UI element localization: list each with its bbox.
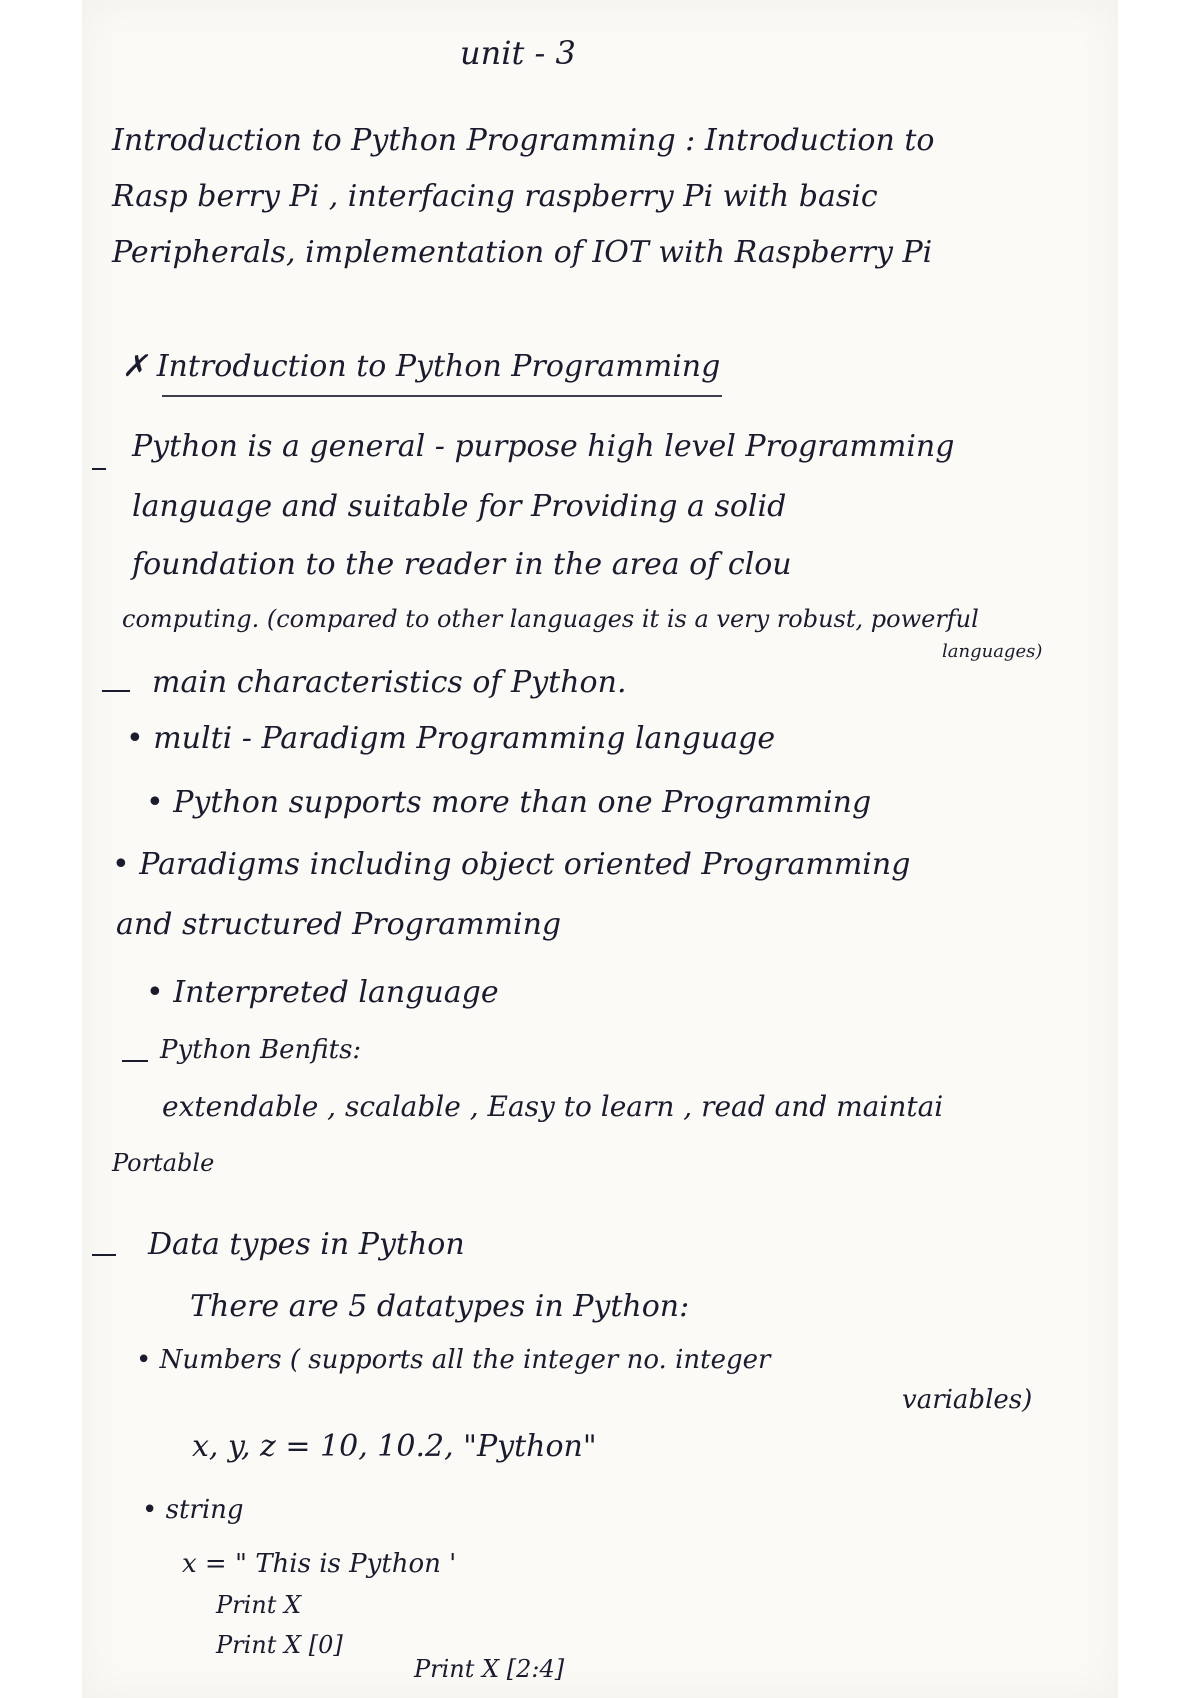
- body-line-3: foundation to the reader in the area of clou: [132, 547, 792, 582]
- body-line-5: languages): [942, 641, 1043, 662]
- string-label: • string: [142, 1495, 244, 1525]
- notebook-page: [82, 0, 1118, 1698]
- string-code-1: x = " This is Python ': [182, 1549, 457, 1579]
- syllabus-line-2: Rasp berry Pi , interfacing raspberry Pi with basic: [112, 179, 878, 214]
- body-line-2: language and suitable for Providing a solid: [132, 489, 787, 524]
- star-bullet-icon: ✗: [122, 349, 157, 384]
- datatypes-intro: There are 5 datatypes in Python:: [190, 1289, 690, 1324]
- dash-mark: [102, 690, 130, 692]
- bullet-icon: •: [146, 785, 174, 820]
- benefits-line-1: extendable , scalable , Easy to learn , read and maintai: [162, 1090, 944, 1123]
- bullet-icon: •: [142, 1495, 166, 1525]
- string-code-4: Print X [2:4]: [414, 1655, 565, 1683]
- body-line-1: Python is a general - purpose high level Programming: [132, 429, 955, 464]
- numbers-example: x, y, z = 10, 10.2, "Python": [192, 1429, 597, 1464]
- dash-mark: [92, 1254, 116, 1256]
- characteristics-heading: main characteristics of Python.: [152, 665, 627, 700]
- dash-mark: [92, 468, 106, 470]
- syllabus-line-1: Introduction to Python Programming : Introduction to: [112, 123, 935, 158]
- bullet-icon: •: [112, 847, 140, 882]
- characteristic-2: • Python supports more than one Programming: [146, 785, 872, 820]
- characteristic-3: • Paradigms including object oriented Programming: [112, 847, 911, 882]
- string-code-3: Print X [0]: [216, 1631, 343, 1659]
- characteristic-5: • Interpreted language: [146, 975, 499, 1010]
- page-title: unit - 3: [460, 34, 576, 72]
- dash-mark: [122, 1060, 148, 1062]
- characteristic-4: and structured Programming: [116, 907, 562, 942]
- string-code-2: Print X: [216, 1591, 302, 1619]
- body-line-4: computing. (compared to other languages it is a very robust, powerful: [122, 605, 979, 633]
- benefits-heading: Python Benfits:: [160, 1035, 362, 1065]
- numbers-label: • Numbers ( supports all the integer no. integer: [136, 1345, 771, 1375]
- bullet-icon: •: [136, 1345, 160, 1375]
- syllabus-line-3: Peripherals, implementation of IOT with Raspberry Pi: [112, 235, 933, 270]
- heading-underline: [162, 395, 722, 397]
- characteristic-1: • multi - Paradigm Programming language: [126, 721, 776, 756]
- benefits-line-2: Portable: [112, 1149, 215, 1177]
- bullet-icon: •: [146, 975, 174, 1010]
- numbers-label-cont: variables): [902, 1385, 1033, 1415]
- datatypes-heading: Data types in Python: [148, 1227, 465, 1262]
- bullet-icon: •: [126, 721, 154, 756]
- section-heading: ✗ Introduction to Python Programming: [122, 349, 721, 384]
